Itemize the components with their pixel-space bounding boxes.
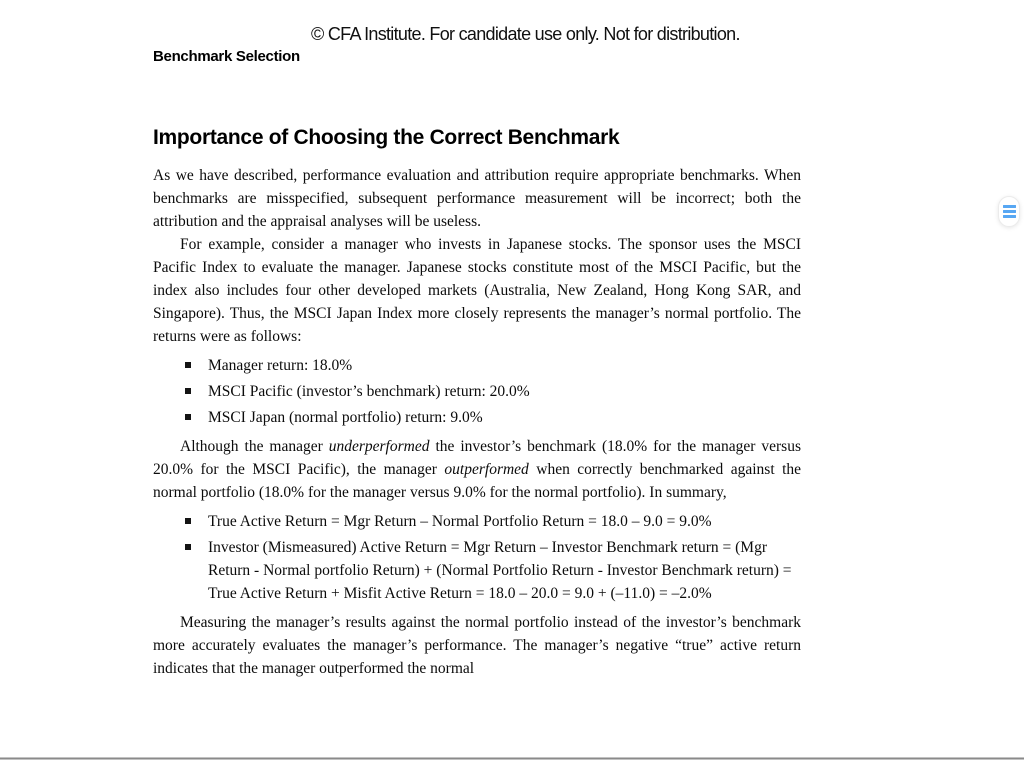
list-item: Manager return: 18.0% <box>208 354 801 377</box>
paragraph-benchmark-importance: As we have described, performance evaluation and attribution require appropriate benchmarks. When benchmarks are misspecified, subsequent performance measurement will be incorrect; both the attribution and the appraisal analyses will be useless. <box>153 167 801 230</box>
floating-menu-button[interactable] <box>998 196 1020 227</box>
paragraph-text-run: the investor’s benchmark (18.0% for the manager versus 20.0% for the MSCI Pacific), the manager <box>153 438 801 478</box>
paragraph-under-out-performed <box>153 435 801 504</box>
list-item: True Active Return = Mgr Return – Normal Portfolio Return = 18.0 – 9.0 = 9.0% <box>208 510 801 533</box>
page-boundary-divider <box>0 757 1024 760</box>
list-item: Investor (Mismeasured) Active Return = Mgr Return – Investor Benchmark return = (Mgr Return - Normal portfolio Return) + (Normal Portfolio Return - Investor Benchmark return) = True Active Return + Misfit Active Return = 18.0 – 20.0 = 9.0 + (–11.0) = –2.0% <box>208 536 801 605</box>
paragraph-measuring-results: Measuring the manager’s results against the normal portfolio instead of the investor’s benchmark more accurately evaluates the manager’s performance. The manager’s negative “true” active return indicates that the manager outperformed the normal <box>153 614 801 677</box>
running-header-benchmark-selection: Benchmark Selection <box>153 48 300 65</box>
copyright-notice: © CFA Institute. For candidate use only. Not for distribution. <box>311 24 740 44</box>
list-item: MSCI Japan (normal portfolio) return: 9.0% <box>208 406 801 429</box>
list-item: MSCI Pacific (investor’s benchmark) return: 20.0% <box>208 380 801 403</box>
section-heading: Importance of Choosing the Correct Benchmark <box>153 126 620 149</box>
hamburger-icon <box>1003 204 1016 219</box>
summary-list <box>153 510 801 605</box>
content-column <box>153 126 801 680</box>
paragraph-text-run: when correctly benchmarked against the normal portfolio (18.0% for the manager versus 9.0% for the normal portfolio). In summary, <box>153 461 802 501</box>
italic-term-underperformed: underperformed <box>328 438 430 455</box>
paragraph-japanese-stocks-example: For example, consider a manager who invests in Japanese stocks. The sponsor uses the MSCI Pacific Index to evaluate the manager. Japanese stocks constitute most of the MSCI Pacific, but the index also includes four other developed markets (Australia, New Zealand, Hong Kong SAR, and Singapore). Thus, the MSCI Japan Index more closely represents the manager’s normal portfolio. The returns were as follows: <box>153 236 801 345</box>
returns-list <box>153 354 801 429</box>
paragraph-text-run: Although the manager <box>180 438 329 455</box>
italic-term-outperformed: outperformed <box>444 461 529 478</box>
